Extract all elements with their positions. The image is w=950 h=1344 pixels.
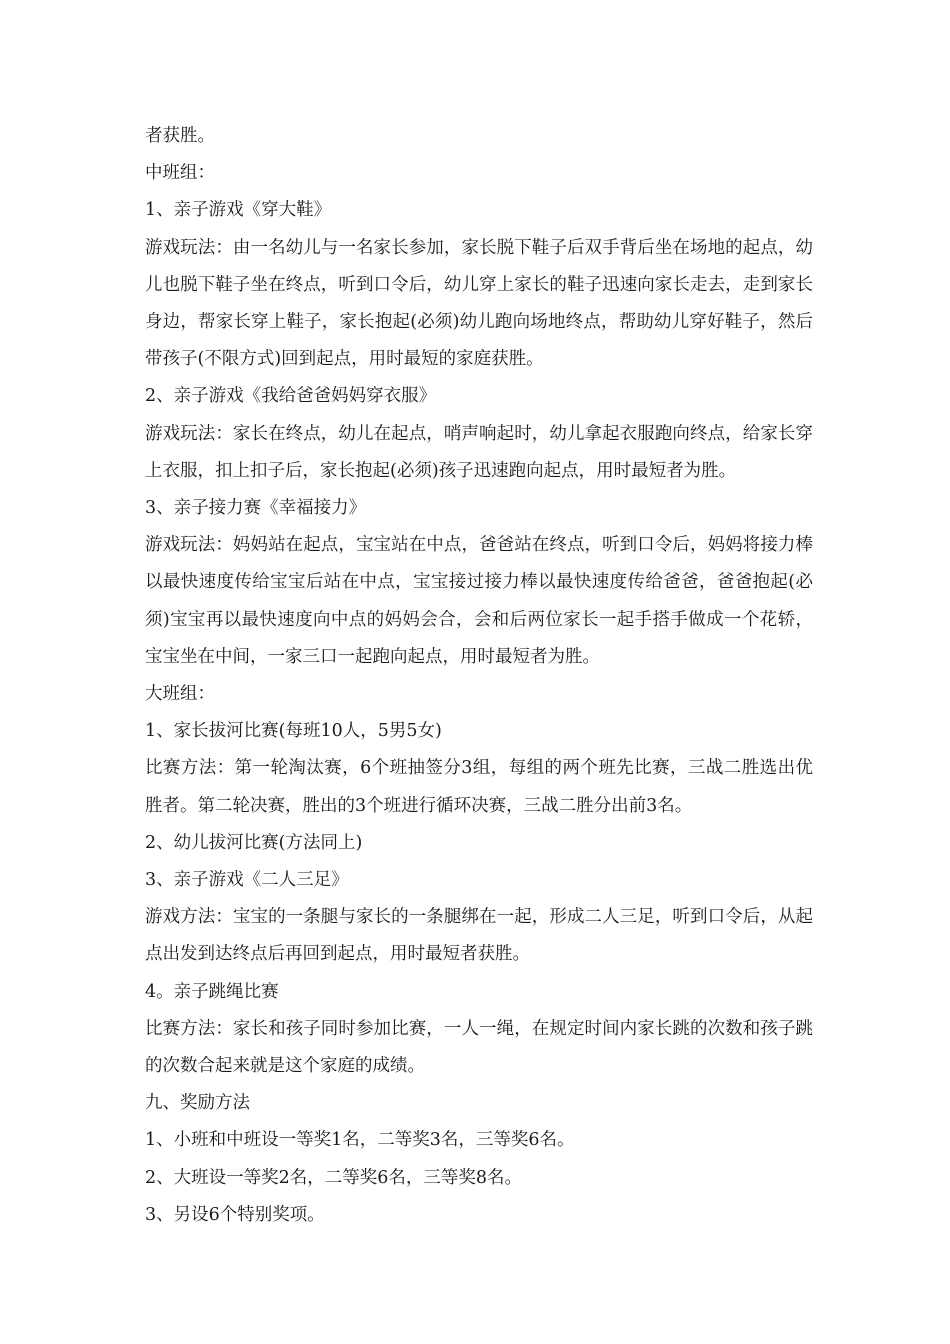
list-item: 1、小班和中班设一等奖1名，二等奖3名，三等奖6名。: [145, 1130, 575, 1151]
paragraph: 游戏玩法：家长在终点，幼儿在起点，哨声响起时，幼儿拿起衣服跑向终点，给家长穿上衣服，扣上扣子后，家长抱起(必须)孩子迅速跑向起点，用时最短者为胜。: [145, 423, 813, 481]
item-heading: 3、亲子游戏《二人三足》: [145, 870, 349, 891]
item-heading: 4。亲子跳绳比赛: [145, 981, 279, 1002]
document-body: [145, 118, 813, 1234]
paragraph: 游戏方法：宝宝的一条腿与家长的一条腿绑在一起，形成二人三足，听到口令后，从起点出发到达终点后再回到起点，用时最短者获胜。: [145, 907, 813, 965]
paragraph: 比赛方法：第一轮淘汰赛，6个班抽签分3组，每组的两个班先比赛，三战二胜选出优胜者。第二轮决赛，胜出的3个班进行循环决赛，三战二胜分出前3名。: [145, 758, 813, 816]
section-heading-middle-class: 中班组：: [145, 163, 215, 184]
item-heading: 2、亲子游戏《我给爸爸妈妈穿衣服》: [145, 386, 437, 407]
list-item: 3、另设6个特别奖项。: [145, 1204, 325, 1225]
paragraph-continuation: 者获胜。: [145, 126, 215, 146]
list-item: 2、大班设一等奖2名，二等奖6名，三等奖8名。: [145, 1167, 523, 1188]
item-heading: 1、家长拔河比赛(每班10人，5男5女): [145, 721, 442, 742]
section-heading-awards: 九、奖励方法: [145, 1093, 250, 1114]
item-heading: 3、亲子接力赛《幸福接力》: [145, 498, 367, 519]
paragraph: 游戏玩法：妈妈站在起点，宝宝站在中点，爸爸站在终点，听到口令后，妈妈将接力棒以最快速度传给宝宝后站在中点，宝宝接过接力棒以最快速度传给爸爸，爸爸抱起(必须)宝宝再以最快速度向中点的妈妈会合，会和后两位家长一起手搭手做成一个花轿，宝宝坐在中间，一家三口一起跑向起点，用时最短者为胜。: [145, 535, 813, 667]
section-heading-senior-class: 大班组：: [145, 684, 215, 705]
paragraph: 游戏玩法：由一名幼儿与一名家长参加，家长脱下鞋子后双手背后坐在场地的起点，幼儿也脱下鞋子坐在终点，听到口令后，幼儿穿上家长的鞋子迅速向家长走去，走到家长身边，帮家长穿上鞋子，家长抱起(必须)幼儿跑向场地终点，帮助幼儿穿好鞋子，然后带孩子(不限方式)回到起点，用时最短的家庭获胜。: [145, 237, 813, 370]
item-heading: 2、幼儿拔河比赛(方法同上): [145, 832, 363, 853]
paragraph: 比赛方法：家长和孩子同时参加比赛，一人一绳，在规定时间内家长跳的次数和孩子跳的次数合起来就是这个家庭的成绩。: [145, 1018, 813, 1077]
item-heading: 1、亲子游戏《穿大鞋》: [145, 200, 332, 221]
